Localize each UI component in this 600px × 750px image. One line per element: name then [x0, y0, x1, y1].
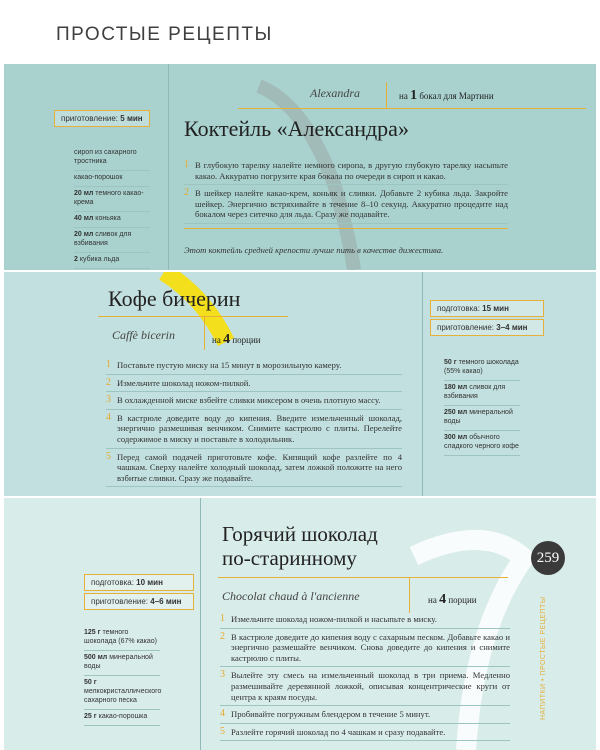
title-rule	[218, 577, 508, 578]
prep-label: подготовка:	[91, 578, 137, 587]
step-item	[184, 160, 508, 185]
portion-divider	[204, 316, 205, 350]
portion-unit: бокал для Мартини	[417, 91, 494, 101]
cook-time-badge	[430, 319, 544, 336]
step-number: 4	[106, 411, 111, 423]
step-text: В глубокую тарелку налейте немного сиропа, в другую глубокую тарелку насыпьте какао. Аккуратно погрузите края бокала по очереди в сироп и какао.	[195, 160, 508, 181]
ingredient-item	[84, 626, 160, 651]
prep-value: 15 мин	[482, 304, 509, 313]
ingredient-item	[74, 187, 150, 212]
recipe-panel-alexandra	[4, 64, 596, 270]
ingredient-quantity: 50 г	[84, 679, 97, 686]
recipe-subtitle: Caffè bicerin	[112, 328, 175, 342]
ingredient-text: сливок для взбивания	[74, 231, 132, 247]
portion-pre: на	[428, 595, 440, 605]
portion-count: 4	[223, 332, 231, 347]
page-header: ПРОСТЫЕ РЕЦЕПТЫ	[56, 24, 273, 45]
note-rule	[184, 228, 508, 229]
ingredient-quantity: 20 мл	[74, 190, 94, 197]
step-list	[220, 614, 510, 744]
ingredient-item	[84, 710, 160, 726]
portion-count: 1	[410, 88, 418, 103]
portion-divider	[409, 577, 410, 613]
step-text: В шейкер налейте какао-крем, коньяк и сливки. Добавьте 2 кубика льда. Закройте шейкер. Энергично встряхивайте в течение 8–10 секунд. Аккуратно процедите над бокалом через ситечко для льда. Сразу же подавайте.	[195, 188, 508, 220]
recipe-panel-hot-chocolate	[4, 498, 596, 750]
portion-info	[399, 88, 494, 104]
portion-info	[212, 332, 261, 348]
ingredient-list	[444, 356, 520, 456]
step-item	[220, 614, 510, 629]
step-list	[106, 360, 402, 490]
cook-label: приготовление:	[91, 597, 151, 606]
step-number: 1	[220, 613, 225, 624]
ingredient-item	[84, 676, 160, 710]
step-number: 2	[184, 187, 189, 199]
ingredient-quantity: 50 г	[444, 359, 457, 366]
step-text: Перед самой подачей приготовьте кофе. Кипящий кофе разлейте по 4 чашкам. Сверху налейте холодный шоколад, затем ложкой положите на него взбитые сливки. Сразу же подавайте.	[117, 451, 402, 483]
prep-label: подготовка:	[437, 304, 483, 313]
step-list	[184, 160, 508, 227]
step-item	[106, 378, 402, 393]
ingredient-list	[74, 146, 150, 269]
ingredient-text: какао-порошок	[74, 174, 123, 181]
step-text: Разлейте горячий шоколад по 4 чашкам и сразу подавайте.	[231, 726, 446, 737]
step-text: Измельчите шоколад ножом-пилкой и насыпьте в миску.	[231, 614, 437, 624]
step-number: 5	[106, 450, 111, 462]
prep-value: 10 мин	[136, 578, 163, 587]
recipe-title-line-1: Горячий шоколад	[222, 522, 378, 546]
step-item	[106, 360, 402, 375]
ingredient-item	[444, 431, 520, 456]
recipe-panel-bicerin	[4, 272, 596, 496]
ingredient-item	[84, 651, 160, 676]
ingredient-text: сливок для взбивания	[444, 384, 506, 400]
step-text: Поставьте пустую миску на 15 минут в морозильную камеру.	[117, 360, 342, 370]
recipe-title-line-2: по-старинному	[222, 546, 357, 570]
ingredient-item	[74, 228, 150, 253]
ingredient-text: минеральной воды	[84, 654, 153, 670]
step-item	[184, 188, 508, 224]
ingredient-quantity: 300 мл	[444, 434, 468, 441]
cook-label: приготовление:	[437, 323, 497, 332]
ingredient-quantity: 180 мл	[444, 384, 468, 391]
title-rule	[238, 108, 586, 109]
title-rule	[98, 316, 288, 317]
portion-divider	[386, 82, 387, 108]
step-number: 1	[106, 359, 111, 370]
ingredient-text: какао-порошка	[96, 713, 148, 720]
step-text: В кастрюле доведите до кипения воду с сахарным песком. Добавьте какао и энергично размешайте венчиком. Снова доведите до кипения и снимите кастрюлю с плиты.	[231, 631, 510, 663]
recipe-title	[222, 522, 378, 570]
ingredient-item	[444, 381, 520, 406]
ingredient-text: кубика льда	[77, 256, 120, 263]
step-number: 3	[220, 669, 225, 681]
page-number: 259	[531, 541, 565, 575]
ingredient-quantity: 40 мл	[74, 215, 94, 222]
ingredient-item	[74, 146, 150, 171]
prep-label: приготовление:	[61, 114, 121, 123]
step-number: 1	[184, 159, 189, 170]
portion-count: 4	[439, 592, 447, 607]
ingredient-quantity: 250 мл	[444, 409, 468, 416]
ingredient-quantity: 2	[74, 256, 78, 263]
ingredient-quantity: 500 мл	[84, 654, 108, 661]
portion-info	[428, 592, 477, 608]
step-number: 3	[106, 394, 111, 406]
cook-time-badge	[84, 593, 194, 610]
prep-value: 5 мин	[120, 114, 143, 123]
ingredient-item	[444, 356, 520, 381]
portion-pre: на	[399, 91, 411, 101]
ingredient-quantity: 20 мл	[74, 231, 94, 238]
step-number: 2	[220, 630, 225, 642]
step-item	[106, 395, 402, 410]
recipe-note: Этот коктейль средней крепости лучше пить в качестве дижестива.	[184, 245, 444, 255]
step-item	[220, 670, 510, 706]
step-item	[220, 709, 510, 724]
ingredient-item	[74, 171, 150, 187]
cook-value: 3–4 мин	[496, 323, 528, 332]
step-text: Измельчите шоколад ножом-пилкой.	[117, 377, 251, 388]
portion-pre: на	[212, 335, 224, 345]
step-text: В кастрюле доведите воду до кипения. Введите измельченный шоколад, энергично размешивая венчиком. Снимите кастрюлю с плиты. Перелейте содержимое в миску и поставьте в холодильник.	[117, 412, 402, 444]
ingredient-text: обычного сладкого черного кофе	[444, 434, 519, 450]
step-text: Вылейте эту смесь на измельченный шоколад в три приема. Медленно размешивайте деревянной ложкой, описывая концентрические круги от центра к краям посуды.	[231, 670, 510, 702]
step-number: 2	[106, 376, 111, 388]
prep-time-badge	[84, 574, 194, 591]
ingredient-quantity: 25 г	[84, 713, 97, 720]
ingredient-text: сироп из сахарного тростника	[74, 149, 137, 165]
ingredient-item	[74, 212, 150, 228]
ingredient-text: минеральной воды	[444, 409, 513, 425]
prep-time-badge	[430, 300, 544, 317]
prep-time-badge	[54, 110, 150, 127]
ingredient-text: темного шоколада (67% какао)	[84, 629, 158, 645]
step-text: Пробивайте погружным блендером в течение 5 минут.	[231, 709, 431, 720]
ingredient-item	[74, 253, 150, 269]
step-number: 5	[220, 725, 225, 737]
ingredient-text: коньяка	[93, 215, 121, 222]
recipe-author: Alexandra	[310, 86, 360, 100]
step-item	[220, 727, 510, 742]
step-item	[106, 452, 402, 488]
recipe-title: Коктейль «Александра»	[184, 116, 409, 141]
portion-unit: порции	[230, 335, 261, 345]
ingredient-item	[444, 406, 520, 431]
cook-value: 4–6 мин	[150, 597, 182, 606]
ingredient-text: темного какао-крема	[74, 190, 144, 206]
step-text: В охлажденной миске взбейте сливки миксером в очень плотную массу.	[117, 395, 381, 406]
step-number: 4	[220, 708, 225, 720]
recipe-title: Кофе бичерин	[108, 286, 241, 311]
ingredient-quantity: 125 г	[84, 629, 101, 636]
ingredient-text: мелкокристаллического сахарного песка	[84, 688, 162, 704]
step-item	[220, 632, 510, 668]
ingredient-text: темного шоколада (55% какао)	[444, 359, 519, 375]
recipe-subtitle: Chocolat chaud à l'ancienne	[222, 589, 360, 603]
side-label: НАПИТКИ • ПРОСТЫЕ РЕЦЕПТЫ	[540, 596, 547, 720]
step-item	[106, 413, 402, 449]
portion-unit: порции	[446, 595, 477, 605]
ingredient-list	[84, 626, 160, 726]
